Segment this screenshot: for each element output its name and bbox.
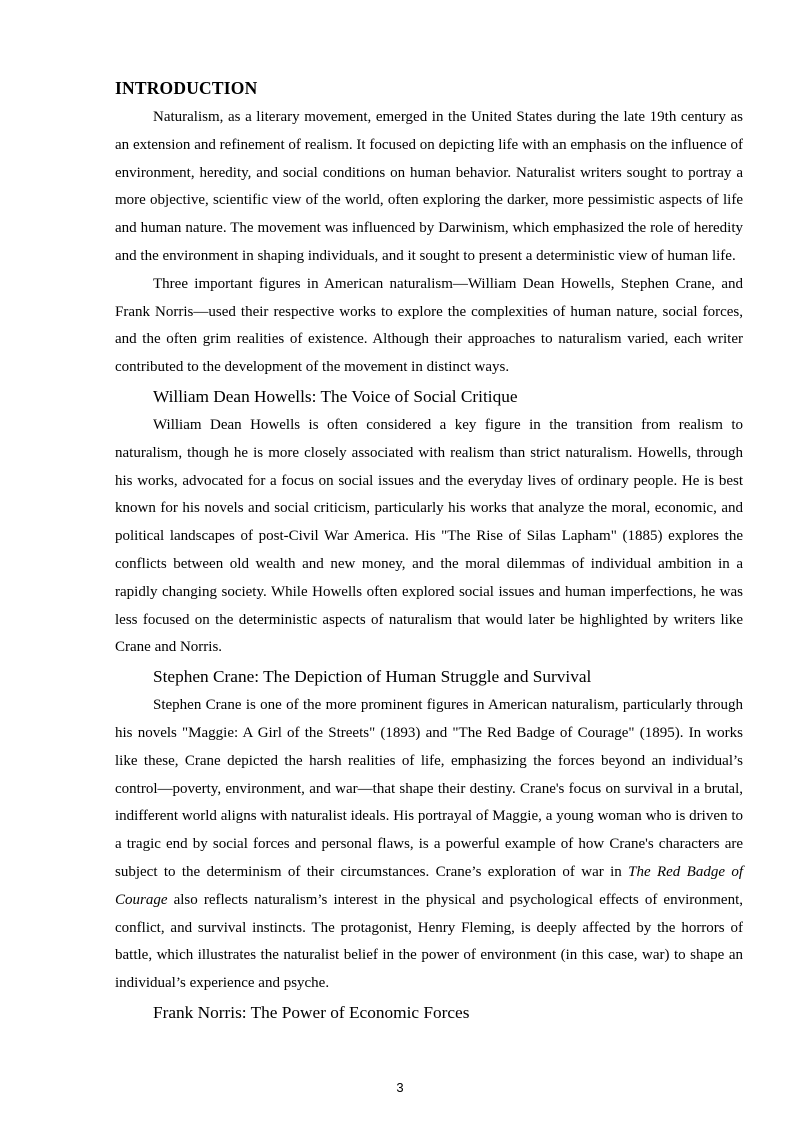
crane-paragraph xyxy=(115,692,743,998)
subheading-howells: William Dean Howells: The Voice of Social Critique xyxy=(153,386,518,406)
crane-text-part-2: also reflects naturalism’s interest in the physical and psychological effects of environment, conflict, and survival instincts. The protagonist, Henry Fleming, is deeply affected by the horrors of battle, which illustrates the naturalist belief in the power of environment (in this case, war) to shape an individual’s experience and psyche. xyxy=(115,891,743,992)
section-heading: INTRODUCTION xyxy=(115,78,258,98)
subheading-crane: Stephen Crane: The Depiction of Human Struggle and Survival xyxy=(153,667,592,687)
subheading-norris: Frank Norris: The Power of Economic Forces xyxy=(153,1002,470,1022)
intro-paragraph-2: Three important figures in American naturalism—William Dean Howells, Stephen Crane, and Frank Norris—used their respective works to explore the complexities of human nature, social forces, and the often grim realities of existence. Although their approaches to naturalism varied, each writer contributed to the development of the movement in distinct ways. xyxy=(115,275,743,376)
page-content xyxy=(115,76,743,1028)
intro-paragraph-1: Naturalism, as a literary movement, emerged in the United States during the late 19th century as an extension and refinement of realism. It focused on depicting life with an emphasis on the influence of environment, heredity, and social conditions on human behavior. Naturalist writers sought to portray a more objective, scientific view of the world, often exploring the darker, more pessimistic aspects of life and human nature. The movement was influenced by Darwinism, which emphasized the role of heredity and the environment in shaping individuals, and it sought to present a deterministic view of human life. xyxy=(115,109,743,264)
howells-paragraph: William Dean Howells is often considered a key figure in the transition from realism to naturalism, though he is more closely associated with realism than strict naturalism. Howells, through his works, advocated for a focus on social issues and the everyday lives of ordinary people. He is best known for his novels and social criticism, particularly his works that analyze the moral, economic, and political landscapes of post-Civil War America. His "The Rise of Silas Lapham" (1885) explores the conflicts between old wealth and new money, and the moral dilemmas of individual ambition in a rapidly changing society. While Howells often explored social issues and human imperfections, he was less focused on the deterministic aspects of naturalism that would later be highlighted by writers like Crane and Norris. xyxy=(115,416,743,656)
crane-text-part-1: Stephen Crane is one of the more prominent figures in American naturalism, particularly through his novels "Maggie: A Girl of the Streets" (1893) and "The Red Badge of Courage" (1895). In works like these, Crane depicted the harsh realities of life, emphasizing the forces beyond an individual’s control—poverty, environment, and war—that shape their destiny. Crane's focus on survival in a brutal, indifferent world aligns with naturalist ideals. His portrayal of Maggie, a young woman who is driven to a tragic end by social forces and personal flaws, is a powerful example of how Crane's characters are subject to the determinism of their circumstances. Crane’s exploration of war in xyxy=(115,697,743,880)
page-number: 3 xyxy=(396,1080,404,1095)
crane-book-title: The Red Badge of Courage xyxy=(115,863,743,908)
